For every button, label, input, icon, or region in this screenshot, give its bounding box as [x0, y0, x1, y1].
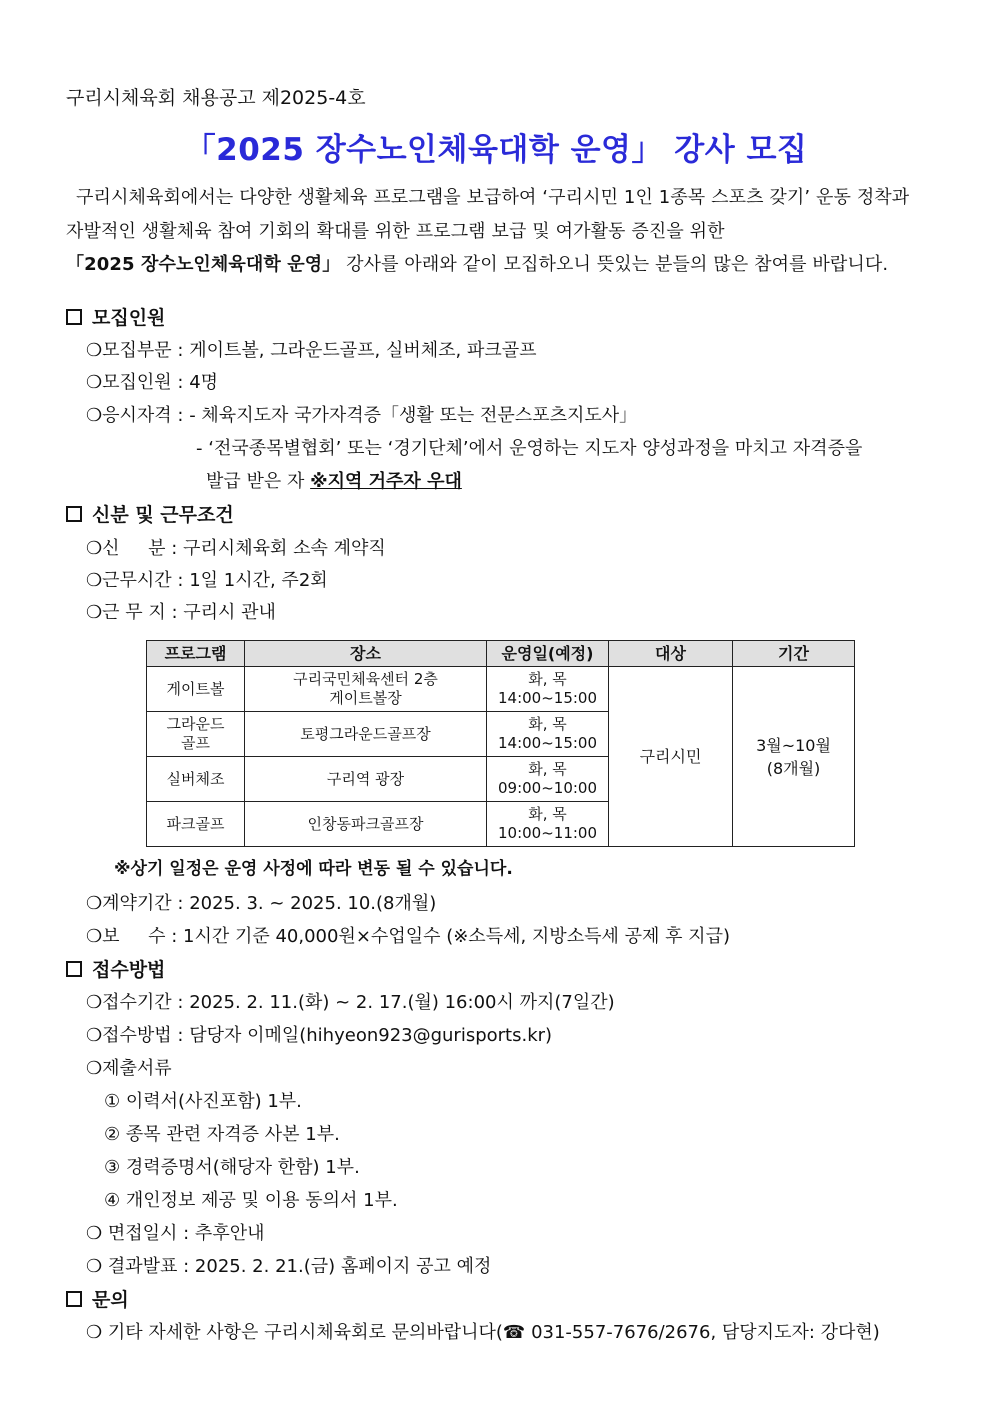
- circle-bullet-icon: ❍: [86, 372, 103, 393]
- cell-target: 구리시민: [609, 667, 733, 847]
- circle-bullet-icon: ❍: [86, 1058, 103, 1079]
- header-target: 대상: [609, 641, 733, 667]
- section-apply-heading: 접수방법: [66, 958, 165, 982]
- cell-place: 구리국민체육센터 2층 게이트볼장: [245, 667, 487, 712]
- intro-bold: 「2025 장수노인체육대학 운영」: [66, 254, 341, 275]
- circle-bullet-icon: ❍: [86, 1025, 103, 1046]
- cell-days: 화, 목 10:00~11:00: [487, 802, 609, 847]
- list-item: ① 이력서(사진포함) 1부.: [104, 1091, 302, 1112]
- circle-bullet-icon: ❍: [86, 926, 103, 947]
- list-item: ② 종목 관련 자격증 사본 1부.: [104, 1124, 340, 1145]
- circle-bullet-icon: ❍: [86, 570, 103, 591]
- schedule-note: ※상기 일정은 운영 사정에 따라 변동 될 수 있습니다.: [114, 859, 513, 879]
- checkbox-square-icon: [66, 1291, 82, 1307]
- apply-period: ❍접수기간 : 2025. 2. 11.(화) ~ 2. 17.(월) 16:00시 까지(7일간): [86, 992, 615, 1013]
- conditions-pay: ❍보 수 : 1시간 기준 40,000원×수업일수 (※소득세, 지방소득세 공제 후 지급): [86, 926, 730, 947]
- circle-bullet-icon: ❍: [86, 992, 103, 1013]
- intro-rest: 강사를 아래와 같이 모집하오니 뜻있는 분들의 많은 참여를 바랍니다.: [340, 254, 889, 275]
- circle-bullet-icon: ❍: [86, 538, 103, 559]
- cell-period: 3월~10월 (8개월): [733, 667, 855, 847]
- cell-program: 그라운드 골프: [147, 712, 245, 757]
- cell-days: 화, 목 14:00~15:00: [487, 712, 609, 757]
- circle-bullet-icon: ❍: [86, 340, 103, 361]
- intro-line-2: 자발적인 생활체육 참여 기회의 확대를 위한 프로그램 보급 및 여가활동 증진을 위한: [66, 221, 725, 242]
- list-item: ③ 경력증명서(해당자 한함) 1부.: [104, 1157, 360, 1178]
- circle-bullet-icon: ❍: [86, 1322, 103, 1343]
- conditions-status: ❍신 분 : 구리시체육회 소속 계약직: [86, 538, 386, 559]
- cell-days: 화, 목 14:00~15:00: [487, 667, 609, 712]
- section-recruit-heading: 모집인원: [66, 306, 165, 330]
- recruit-field: ❍모집부문 : 게이트볼, 그라운드골프, 실버체조, 파크골프: [86, 340, 537, 361]
- cell-program: 파크골프: [147, 802, 245, 847]
- table-row: [147, 667, 855, 712]
- apply-result: ❍ 결과발표 : 2025. 2. 21.(금) 홈페이지 공고 예정: [86, 1256, 492, 1277]
- header-program: 프로그램: [147, 641, 245, 667]
- circle-bullet-icon: ❍: [86, 1223, 103, 1244]
- contact-text: ❍ 기타 자세한 사항은 구리시체육회로 문의바랍니다(☎ 031-557-7676/2676, 담당지도자: 강다현): [86, 1322, 880, 1343]
- cell-place: 토평그라운드골프장: [245, 712, 487, 757]
- cell-place: 구리역 광장: [245, 757, 487, 802]
- recruit-count: ❍모집인원 : 4명: [86, 372, 219, 393]
- intro-line-3: [66, 253, 888, 277]
- apply-docs-label: ❍제출서류: [86, 1058, 172, 1079]
- table-header-row: [147, 641, 855, 667]
- doc-number: 구리시체육회 채용공고 제2025-4호: [66, 87, 366, 109]
- cell-days: 화, 목 09:00~10:00: [487, 757, 609, 802]
- conditions-hours: ❍근무시간 : 1일 1시간, 주2회: [86, 570, 328, 591]
- cell-program: 실버체조: [147, 757, 245, 802]
- checkbox-square-icon: [66, 961, 82, 977]
- circle-bullet-icon: ❍: [86, 602, 103, 623]
- section-contact-heading: 문의: [66, 1288, 129, 1312]
- header-place: 장소: [245, 641, 487, 667]
- recruit-qualification-1: ❍응시자격 : - 체육지도자 국가자격증「생활 또는 전문스포츠지도사」: [86, 405, 638, 426]
- header-period: 기간: [733, 641, 855, 667]
- intro-line-1: 구리시체육회에서는 다양한 생활체육 프로그램을 보급하여 ‘구리시민 1인 1종목 스포츠 갖기’ 운동 정착과: [76, 187, 910, 208]
- conditions-contract: ❍계약기간 : 2025. 3. ~ 2025. 10.(8개월): [86, 893, 437, 914]
- checkbox-square-icon: [66, 309, 82, 325]
- recruit-qualification-2: - ‘전국종목별협회’ 또는 ‘경기단체’에서 운영하는 지도자 양성과정을 마치고 자격증을: [196, 438, 863, 459]
- recruit-qualification-3: 발급 받은 자 ※지역 거주자 우대: [206, 471, 462, 492]
- checkbox-square-icon: [66, 506, 82, 522]
- cell-program: 게이트볼: [147, 667, 245, 712]
- page-title: 「2025 장수노인체육대학 운영」 강사 모집: [184, 132, 808, 168]
- circle-bullet-icon: ❍: [86, 1256, 103, 1277]
- local-preference-note: ※지역 거주자 우대: [310, 471, 462, 492]
- apply-method: ❍접수방법 : 담당자 이메일(hihyeon923@gurisports.kr): [86, 1025, 553, 1046]
- list-item: ④ 개인정보 제공 및 이용 동의서 1부.: [104, 1190, 398, 1211]
- header-days: 운영일(예정): [487, 641, 609, 667]
- cell-place: 인창동파크골프장: [245, 802, 487, 847]
- circle-bullet-icon: ❍: [86, 893, 103, 914]
- section-conditions-heading: 신분 및 근무조건: [66, 503, 234, 527]
- circle-bullet-icon: ❍: [86, 405, 103, 426]
- apply-interview: ❍ 면접일시 : 추후안내: [86, 1223, 265, 1244]
- schedule-table: [146, 640, 855, 847]
- conditions-place: ❍근 무 지 : 구리시 관내: [86, 602, 276, 623]
